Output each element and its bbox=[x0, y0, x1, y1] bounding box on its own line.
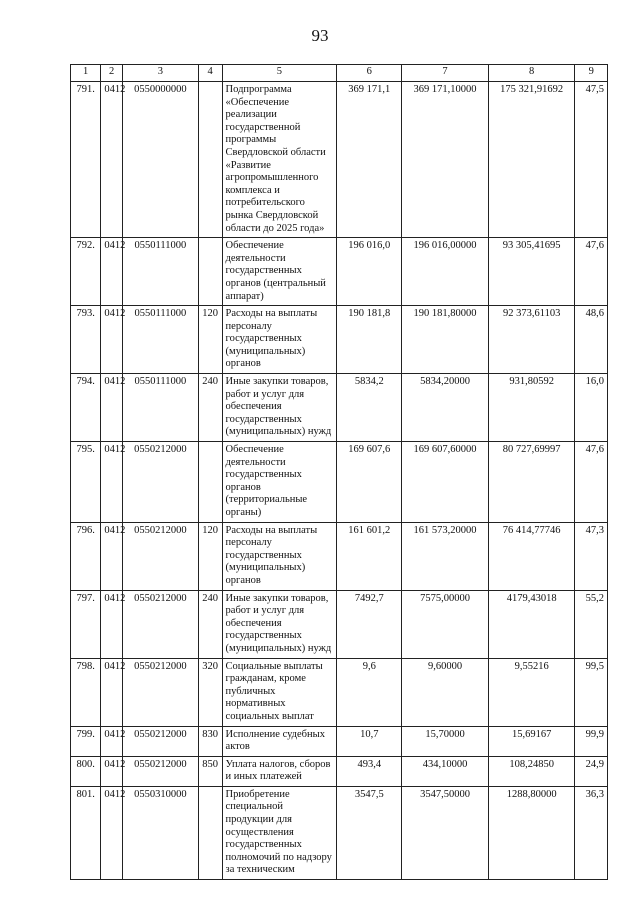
row-number-cell: 794. bbox=[71, 374, 101, 442]
refined-amount-cell: 169 607,60000 bbox=[402, 442, 489, 523]
planned-amount-cell: 169 607,6 bbox=[337, 442, 402, 523]
expense-type-cell: 830 bbox=[198, 726, 222, 756]
planned-amount-cell: 493,4 bbox=[337, 756, 402, 786]
item-name-cell: Обеспечение деятельности государственных органов (территориальные органы) bbox=[222, 442, 337, 523]
target-code-cell: 0550000000 bbox=[122, 82, 198, 238]
expense-type-cell: 850 bbox=[198, 756, 222, 786]
section-code-cell: 0412 bbox=[101, 522, 123, 590]
target-code-cell: 0550212000 bbox=[122, 756, 198, 786]
table-row bbox=[71, 522, 608, 590]
table-row bbox=[71, 756, 608, 786]
execution-percent-cell: 47,5 bbox=[575, 82, 608, 238]
section-code-cell: 0412 bbox=[101, 306, 123, 374]
executed-amount-cell: 1288,80000 bbox=[488, 786, 575, 879]
executed-amount-cell: 80 727,69997 bbox=[488, 442, 575, 523]
expense-type-cell: 240 bbox=[198, 590, 222, 658]
table-row bbox=[71, 374, 608, 442]
column-header: 8 bbox=[488, 65, 575, 82]
row-number-cell: 798. bbox=[71, 658, 101, 726]
row-number-cell: 800. bbox=[71, 756, 101, 786]
page-number: 93 bbox=[311, 26, 329, 45]
planned-amount-cell: 9,6 bbox=[337, 658, 402, 726]
table-row bbox=[71, 590, 608, 658]
execution-percent-cell: 36,3 bbox=[575, 786, 608, 879]
table-row bbox=[71, 306, 608, 374]
section-code-cell: 0412 bbox=[101, 82, 123, 238]
expense-type-cell: 320 bbox=[198, 658, 222, 726]
planned-amount-cell: 190 181,8 bbox=[337, 306, 402, 374]
planned-amount-cell: 3547,5 bbox=[337, 786, 402, 879]
expense-type-cell bbox=[198, 786, 222, 879]
section-code-cell: 0412 bbox=[101, 726, 123, 756]
expense-type-cell bbox=[198, 82, 222, 238]
refined-amount-cell: 5834,20000 bbox=[402, 374, 489, 442]
item-name-cell: Уплата налогов, сборов и иных платежей bbox=[222, 756, 337, 786]
target-code-cell: 0550212000 bbox=[122, 726, 198, 756]
table-row bbox=[71, 658, 608, 726]
row-number-cell: 795. bbox=[71, 442, 101, 523]
row-number-cell: 797. bbox=[71, 590, 101, 658]
expense-type-cell: 120 bbox=[198, 522, 222, 590]
section-code-cell: 0412 bbox=[101, 786, 123, 879]
table-row bbox=[71, 726, 608, 756]
executed-amount-cell: 108,24850 bbox=[488, 756, 575, 786]
column-header: 4 bbox=[198, 65, 222, 82]
target-code-cell: 0550310000 bbox=[122, 786, 198, 879]
row-number-cell: 801. bbox=[71, 786, 101, 879]
column-header: 3 bbox=[122, 65, 198, 82]
column-header: 1 bbox=[71, 65, 101, 82]
row-number-cell: 799. bbox=[71, 726, 101, 756]
section-code-cell: 0412 bbox=[101, 238, 123, 306]
refined-amount-cell: 9,60000 bbox=[402, 658, 489, 726]
planned-amount-cell: 10,7 bbox=[337, 726, 402, 756]
target-code-cell: 0550212000 bbox=[122, 590, 198, 658]
column-header: 5 bbox=[222, 65, 337, 82]
planned-amount-cell: 196 016,0 bbox=[337, 238, 402, 306]
expense-type-cell: 240 bbox=[198, 374, 222, 442]
section-code-cell: 0412 bbox=[101, 590, 123, 658]
column-header: 6 bbox=[337, 65, 402, 82]
column-header: 9 bbox=[575, 65, 608, 82]
execution-percent-cell: 55,2 bbox=[575, 590, 608, 658]
table-row bbox=[71, 82, 608, 238]
executed-amount-cell: 76 414,77746 bbox=[488, 522, 575, 590]
row-number-cell: 791. bbox=[71, 82, 101, 238]
executed-amount-cell: 931,80592 bbox=[488, 374, 575, 442]
refined-amount-cell: 15,70000 bbox=[402, 726, 489, 756]
item-name-cell: Иные закупки товаров, работ и услуг для обеспечения государственных (муниципальных) нужд bbox=[222, 374, 337, 442]
item-name-cell: Расходы на выплаты персоналу государственных (муниципальных) органов bbox=[222, 306, 337, 374]
refined-amount-cell: 369 171,10000 bbox=[402, 82, 489, 238]
planned-amount-cell: 7492,7 bbox=[337, 590, 402, 658]
column-header: 2 bbox=[101, 65, 123, 82]
refined-amount-cell: 434,10000 bbox=[402, 756, 489, 786]
budget-table bbox=[70, 64, 608, 880]
executed-amount-cell: 9,55216 bbox=[488, 658, 575, 726]
target-code-cell: 0550111000 bbox=[122, 374, 198, 442]
execution-percent-cell: 47,6 bbox=[575, 442, 608, 523]
executed-amount-cell: 15,69167 bbox=[488, 726, 575, 756]
expense-type-cell bbox=[198, 238, 222, 306]
target-code-cell: 0550111000 bbox=[122, 238, 198, 306]
section-code-cell: 0412 bbox=[101, 374, 123, 442]
execution-percent-cell: 47,3 bbox=[575, 522, 608, 590]
execution-percent-cell: 99,9 bbox=[575, 726, 608, 756]
item-name-cell: Подпрограмма «Обеспечение реализации государственной программы Свердловской области «Развитие агропромышленного комплекса и потребительского рынка Свердловской области до 2025 года» bbox=[222, 82, 337, 238]
executed-amount-cell: 92 373,61103 bbox=[488, 306, 575, 374]
row-number-cell: 792. bbox=[71, 238, 101, 306]
section-code-cell: 0412 bbox=[101, 658, 123, 726]
item-name-cell: Исполнение судебных актов bbox=[222, 726, 337, 756]
table-header-row bbox=[71, 65, 608, 82]
target-code-cell: 0550212000 bbox=[122, 522, 198, 590]
column-header: 7 bbox=[402, 65, 489, 82]
item-name-cell: Социальные выплаты гражданам, кроме публичных нормативных социальных выплат bbox=[222, 658, 337, 726]
executed-amount-cell: 93 305,41695 bbox=[488, 238, 575, 306]
target-code-cell: 0550212000 bbox=[122, 442, 198, 523]
execution-percent-cell: 99,5 bbox=[575, 658, 608, 726]
target-code-cell: 0550111000 bbox=[122, 306, 198, 374]
execution-percent-cell: 16,0 bbox=[575, 374, 608, 442]
section-code-cell: 0412 bbox=[101, 442, 123, 523]
executed-amount-cell: 175 321,91692 bbox=[488, 82, 575, 238]
table-row bbox=[71, 442, 608, 523]
table-row bbox=[71, 786, 608, 879]
row-number-cell: 793. bbox=[71, 306, 101, 374]
refined-amount-cell: 161 573,20000 bbox=[402, 522, 489, 590]
planned-amount-cell: 5834,2 bbox=[337, 374, 402, 442]
item-name-cell: Обеспечение деятельности государственных органов (центральный аппарат) bbox=[222, 238, 337, 306]
executed-amount-cell: 4179,43018 bbox=[488, 590, 575, 658]
refined-amount-cell: 190 181,80000 bbox=[402, 306, 489, 374]
planned-amount-cell: 161 601,2 bbox=[337, 522, 402, 590]
execution-percent-cell: 47,6 bbox=[575, 238, 608, 306]
execution-percent-cell: 24,9 bbox=[575, 756, 608, 786]
planned-amount-cell: 369 171,1 bbox=[337, 82, 402, 238]
expense-type-cell: 120 bbox=[198, 306, 222, 374]
row-number-cell: 796. bbox=[71, 522, 101, 590]
item-name-cell: Расходы на выплаты персоналу государственных (муниципальных) органов bbox=[222, 522, 337, 590]
table-body bbox=[71, 82, 608, 880]
table-row bbox=[71, 238, 608, 306]
refined-amount-cell: 7575,00000 bbox=[402, 590, 489, 658]
refined-amount-cell: 196 016,00000 bbox=[402, 238, 489, 306]
refined-amount-cell: 3547,50000 bbox=[402, 786, 489, 879]
section-code-cell: 0412 bbox=[101, 756, 123, 786]
item-name-cell: Иные закупки товаров, работ и услуг для обеспечения государственных (муниципальных) нужд bbox=[222, 590, 337, 658]
expense-type-cell bbox=[198, 442, 222, 523]
execution-percent-cell: 48,6 bbox=[575, 306, 608, 374]
item-name-cell: Приобретение специальной продукции для осуществления государственных полномочий по надзору за техническим bbox=[222, 786, 337, 879]
target-code-cell: 0550212000 bbox=[122, 658, 198, 726]
